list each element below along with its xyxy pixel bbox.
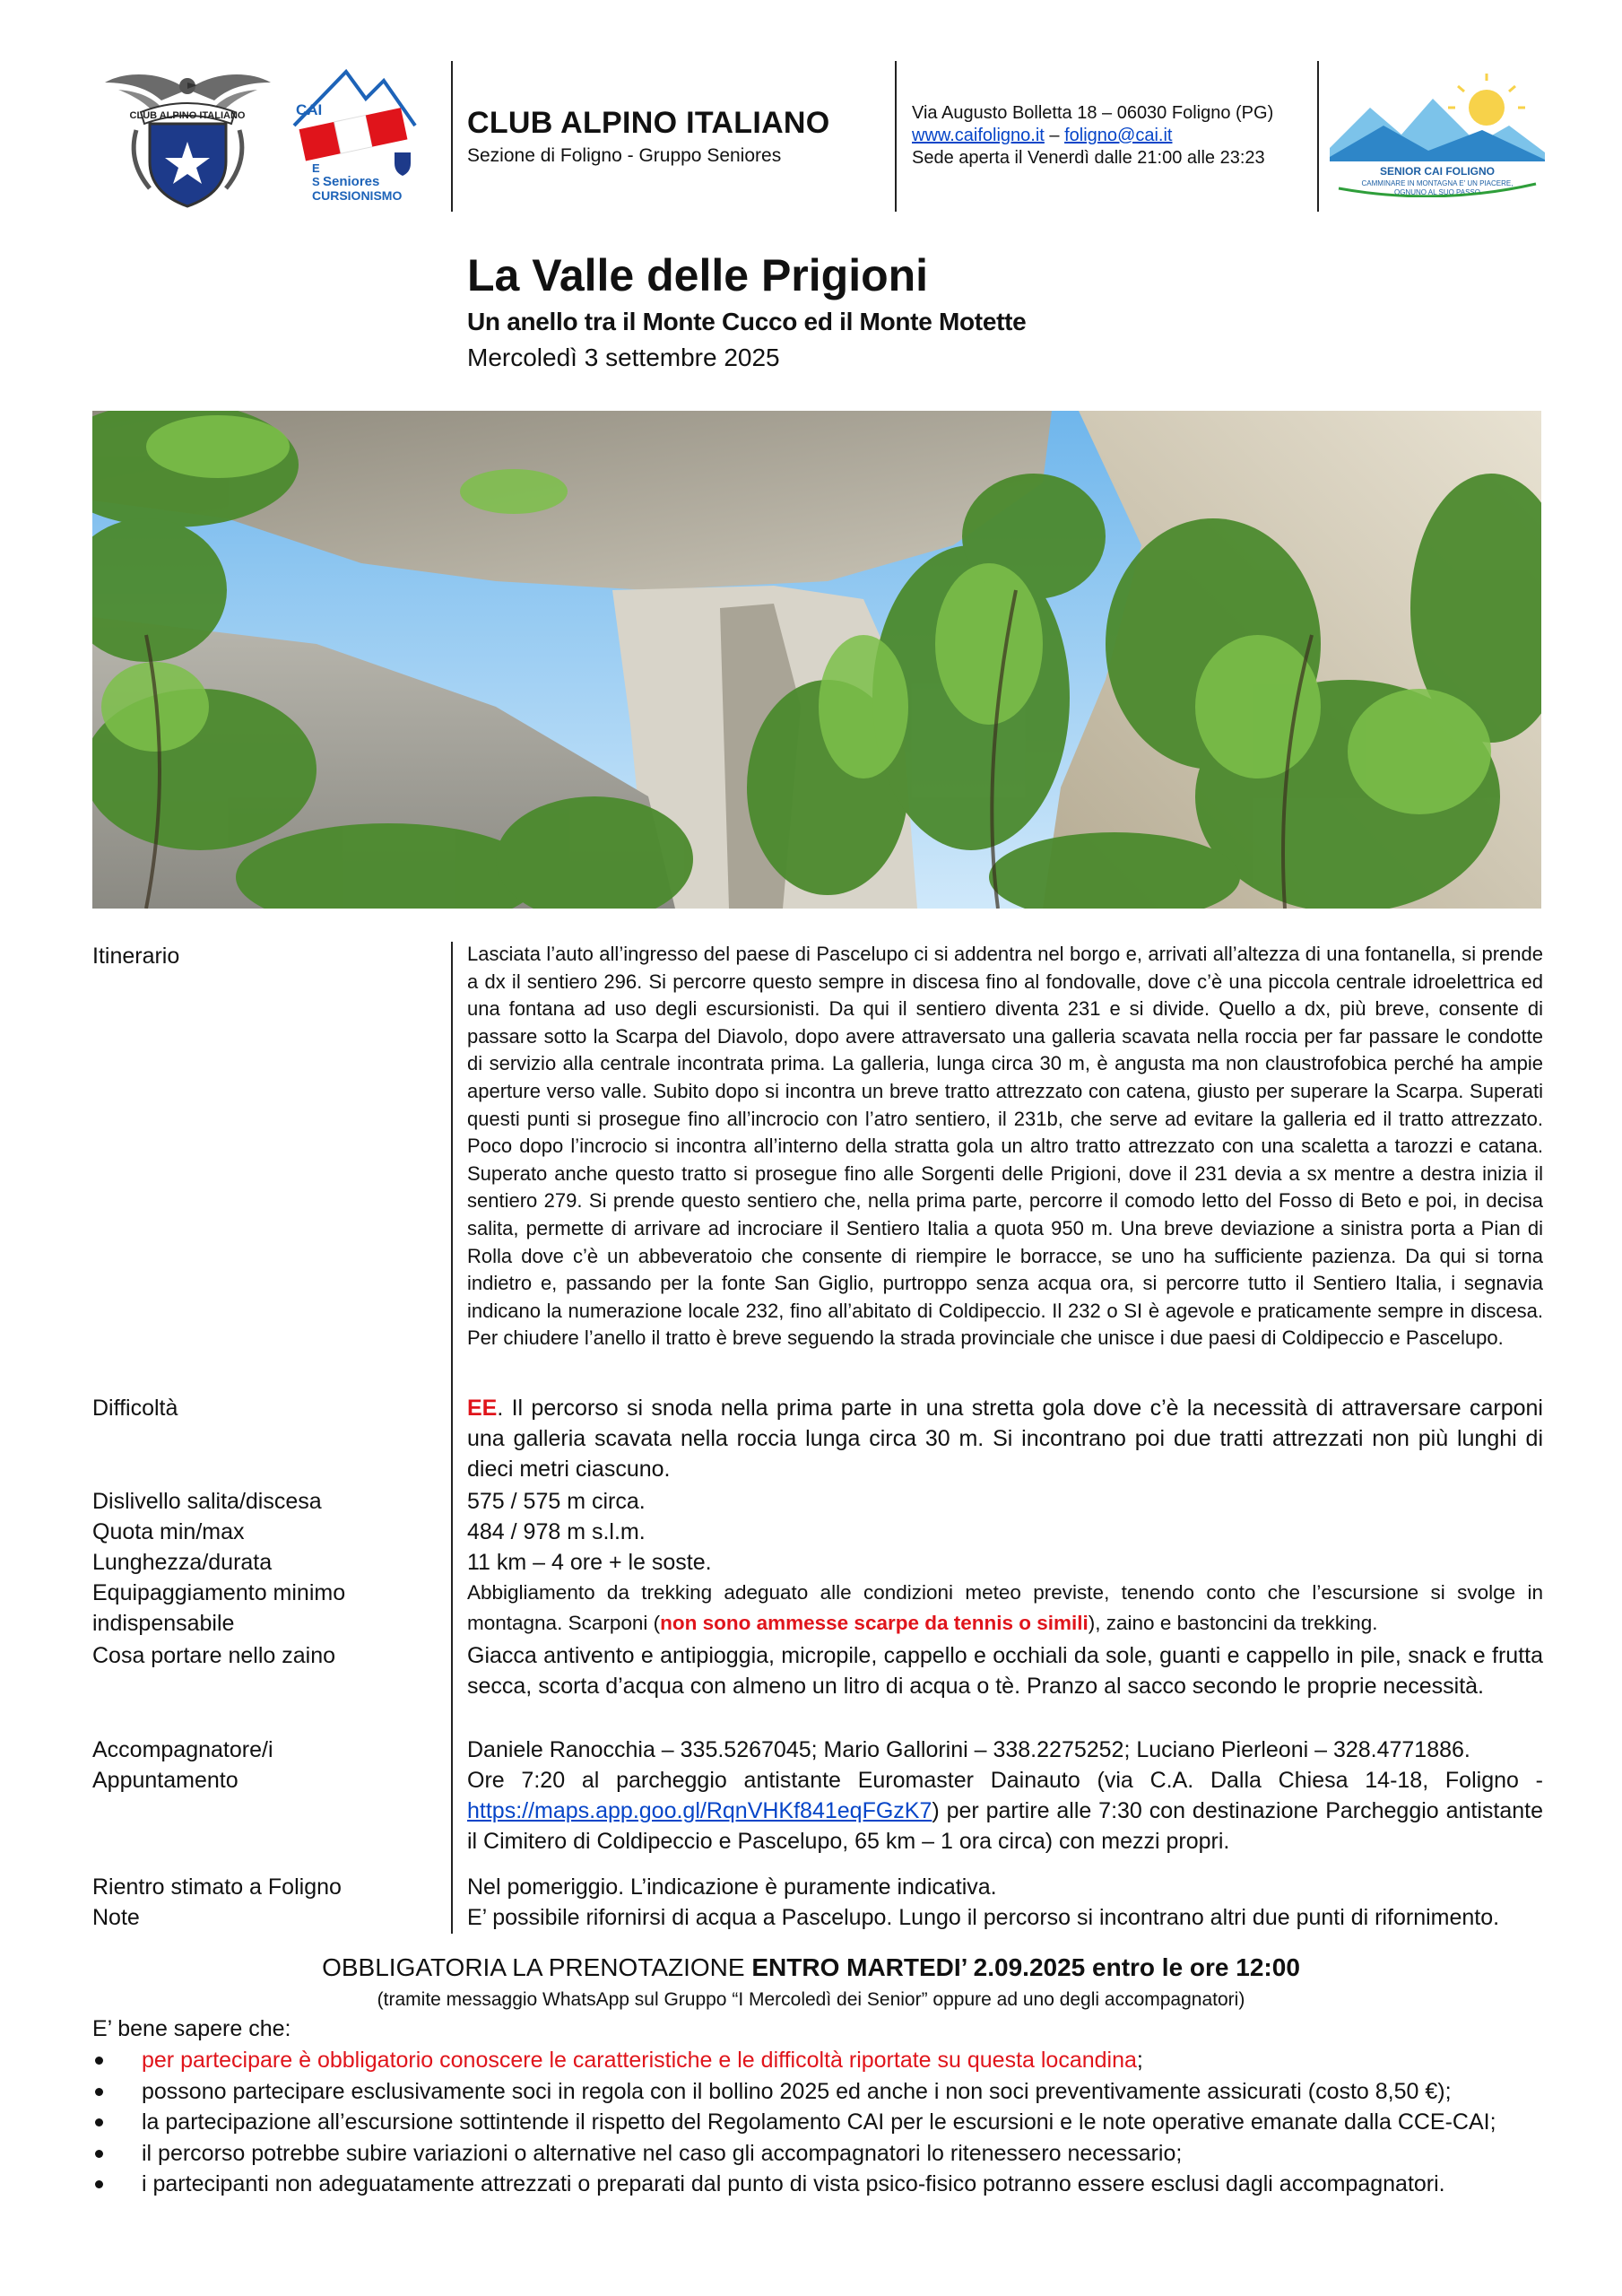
header-divider-1 [451, 61, 453, 212]
label-note: Note [92, 1905, 140, 1930]
label-quota: Quota min/max [92, 1519, 245, 1544]
separator: – [1044, 126, 1065, 145]
difficolta-desc: . Il percorso si snoda nella prima parte in una stretta gola dove c’è la necessità di attraversare carponi una galleria scavata nella roccia lunga circa 30 m. Si incontrano poi due tratti attrezzati non più lunghi di dieci metri ciascuno. [467, 1396, 1543, 1482]
itinerario-text: Lasciata l’auto all’ingresso del paese di Pascelupo ci si addentra nel borgo e, arrivati all’altezza di una fontanella, si prende a dx il sentiero 296. Si percorre questo sempre in discesa fino al fondovalle, dove c’è una piccola centrale idroelettrica ed una fontana ad uso degli escursionisti. Da qui il sentiero diventa 231 e si divide. Quello a dx, più breve, consente di passare sotto la Scarpa del Diavolo, dopo avere attraversato una galleria scavata nella roccia per far passare le condotte di servizio alla centrale incontrata prima. La galleria, lunga circa 30 m, è angusta ma non claustrofobica perché ha ampie aperture verso valle. Subito dopo si incontra un breve tratto attrezzato con catena, giusto per superare la Scarpa. Superati questi punti si prosegue fino all’incrocio con l’atro sentiero, il 231b, che serve ad evitare la galleria ed il tratto attrezzato. Poco dopo l’incrocio si incontra all’interno della stratta gola un altro tratto attrezzato con una scaletta a tarozzi e catana. Superato anche questo tratto si prosegue fino alle Sorgenti delle Prigioni, dove il 231 devia a sx mentre a destra inizia il sentiero 279. Si prende questo sentiero che, nella prima parte, percorre il comodo letto del Fosso di Beto e poi, in decisa salita, permette di arrivare ad incrociare il Sentiero Italia a quota 950 m. Una breve deviazione a sinistra porta a Pian di Rolla dove c’è un abbeveratoio che consente di riempire le borracce, se uno ha sufficiente pazienza. Da qui si torna indietro e, passando per la fonte San Giglio, purtroppo senza acqua ora, si percorre tutto il Sentiero Italia, i segnavia indicano la numerazione locale 232, fino all’abitato di Coldipeccio. Il 232 o SI è agevole e praticamente sempre in discesa. Per chiudere l’anello il tratto è breve seguendo la strada provinciale che unisce i due paesi di Coldipeccio e Pascelupo. [467, 943, 1543, 1350]
address: Via Augusto Bolletta 18 – 06030 Foligno (PG) [912, 103, 1274, 123]
senior-cai-foligno-logo [1330, 72, 1545, 197]
note-text: il percorso potrebbe subire variazioni o alternative nel caso gli accompagnatori lo ritenessero necessario; [142, 2140, 1183, 2166]
label-equipaggiamento [92, 1578, 451, 1639]
seniores-logo-letter-e: E [312, 161, 320, 175]
senior-logo-title: SENIOR CAI FOLIGNO [1379, 165, 1496, 178]
table-divider [451, 942, 453, 1934]
seniores-escursionismo-logo [285, 63, 421, 208]
equipaggiamento-text-1: Abbigliamento da trekking adeguato alle condizioni meteo previste, tenendo conto che l’escursione si svolge in montagna. Scarponi ( [467, 1581, 1543, 1634]
list-item [92, 2045, 1563, 2076]
web-email-line [912, 125, 1273, 147]
opening-hours: Sede aperta il Venerdì dalle 21:00 alle 23:23 [912, 148, 1265, 168]
quota-value: 484 / 978 m s.l.m. [467, 1519, 646, 1544]
bullet-icon [95, 2150, 103, 2158]
list-item [92, 2076, 1563, 2108]
accompagnatori-value: Daniele Ranocchia – 335.5267045; Mario Gallorini – 338.2275252; Luciano Pierleoni – 328.4771886. [467, 1737, 1470, 1762]
zaino-value: Giacca antivento e antipioggia, micropile, cappello e occhiali da sole, guanti e cappello in pile, snack e frutta secca, scorta d’acqua con almeno un litro di acqua o tè. Pranzo al sacco secondo le proprie necessità. [467, 1643, 1543, 1699]
bullet-icon [95, 2057, 103, 2065]
notes-list [92, 2045, 1563, 2200]
note-text: i partecipanti non adeguatamente attrezzati o preparati dal punto di vista psico-fisico potranno essere esclusi dagli accompagnatori. [142, 2171, 1445, 2196]
seniores-logo-letter-s: S [312, 175, 320, 188]
gorge-photo [92, 411, 1541, 909]
equipaggiamento-text [467, 1578, 1543, 1639]
cai-eagle-logo [100, 63, 275, 211]
seniores-logo-label: Seniores [323, 174, 380, 189]
senior-logo-motto: CAMMINARE IN MONTAGNA E' UN PIACERE, [1361, 179, 1514, 187]
equipaggiamento-warning: non sono ammesse scarpe da tennis o simili [660, 1612, 1089, 1634]
note-text: possono partecipare esclusivamente soci in regola con il bollino 2025 ed anche i non soci preventivamente assicurati (costo 8,50 €); [142, 2078, 1452, 2104]
note-end: ; [1136, 2048, 1143, 2073]
label-accompagnatori: Accompagnatore/i [92, 1737, 273, 1762]
label-itinerario: Itinerario [92, 944, 180, 969]
rientro-value: Nel pomeriggio. L’indicazione è puramente indicativa. [467, 1874, 997, 1900]
header-divider-3 [1317, 61, 1319, 212]
dislivello-value: 575 / 575 m circa. [467, 1489, 646, 1514]
event-title: La Valle delle Prigioni [467, 250, 929, 300]
appuntamento-value [467, 1765, 1543, 1857]
website-link[interactable]: www.caifoligno.it [912, 126, 1045, 145]
contact-block [912, 102, 1273, 170]
note-red-text: per partecipare è obbligatorio conoscere le caratteristiche e le difficoltà riportate su questa locandina [142, 2048, 1137, 2073]
note-value: E’ possibile rifornirsi di acqua a Pascelupo. Lungo il percorso si incontrano altri due punti di rifornimento. [467, 1905, 1500, 1930]
header-divider-2 [895, 61, 897, 212]
lunghezza-value: 11 km – 4 ore + le soste. [467, 1550, 712, 1575]
label-equipaggiamento-line2: indispensabile [92, 1611, 235, 1636]
equipaggiamento-text-2: ), zaino e bastoncini da trekking. [1088, 1612, 1378, 1634]
label-appuntamento: Appuntamento [92, 1768, 239, 1793]
label-difficolta: Difficoltà [92, 1396, 178, 1421]
list-item [92, 2138, 1563, 2170]
senior-logo-motto-2: OGNUNO AL SUO PASSO [1393, 188, 1481, 196]
booking-method: (tramite messaggio WhatsApp sul Gruppo “I Mercoledì dei Senior” oppure ad uno degli accompagnatori) [377, 1989, 1245, 2010]
difficolta-text [467, 1393, 1543, 1484]
notes-intro: E’ bene sapere che: [92, 2016, 291, 2041]
appuntamento-text-1: Ore 7:20 al parcheggio antistante Euromaster Dainauto (via C.A. Dalla Chiesa 14-18, Foligno - [467, 1768, 1543, 1793]
bullet-icon [95, 2180, 103, 2188]
cai-logo-text: CLUB ALPINO ITALIANO [129, 110, 246, 121]
maps-link[interactable]: https://maps.app.goo.gl/RqnVHKf841eqFGzK7 [467, 1798, 932, 1823]
list-item [92, 2169, 1563, 2200]
note-text: la partecipazione all’escursione sottintende il rispetto del Regolamento CAI per le escursioni e le note operative emanate dalla CCE-CAI; [142, 2109, 1496, 2135]
booking-notice [0, 1953, 1622, 1982]
booking-deadline: ENTRO MARTEDI’ 2.09.2025 entro le ore 12:00 [751, 1953, 1300, 1981]
org-name: CLUB ALPINO ITALIANO [467, 106, 830, 140]
bullet-icon [95, 2088, 103, 2096]
email-link[interactable]: foligno@cai.it [1064, 126, 1173, 145]
event-subtitle: Un anello tra il Monte Cucco ed il Monte Motette [467, 308, 1027, 335]
seniores-logo-cursionismo: CURSIONISMO [312, 188, 403, 203]
event-date: Mercoledì 3 settembre 2025 [467, 344, 780, 371]
label-rientro: Rientro stimato a Foligno [92, 1874, 342, 1900]
label-equipaggiamento-line1: Equipaggiamento minimo [92, 1580, 346, 1605]
bullet-icon [95, 2118, 103, 2126]
booking-prefix: OBBLIGATORIA LA PRENOTAZIONE [322, 1953, 752, 1981]
label-zaino: Cosa portare nello zaino [92, 1643, 335, 1668]
seniores-logo-cai: CAI [296, 101, 323, 118]
difficulty-grade: EE [467, 1396, 498, 1421]
label-lunghezza: Lunghezza/durata [92, 1550, 273, 1575]
org-subtitle: Sezione di Foligno - Gruppo Seniores [467, 145, 782, 166]
appuntamento-text-2: ) per partire alle 7:30 con destinazione Parcheggio antistante il Cimitero di Coldipeccio e Pascelupo, 65 km – 1 ora circa) con mezzi propri. [467, 1798, 1543, 1854]
list-item [92, 2107, 1563, 2138]
label-dislivello: Dislivello salita/discesa [92, 1489, 322, 1514]
